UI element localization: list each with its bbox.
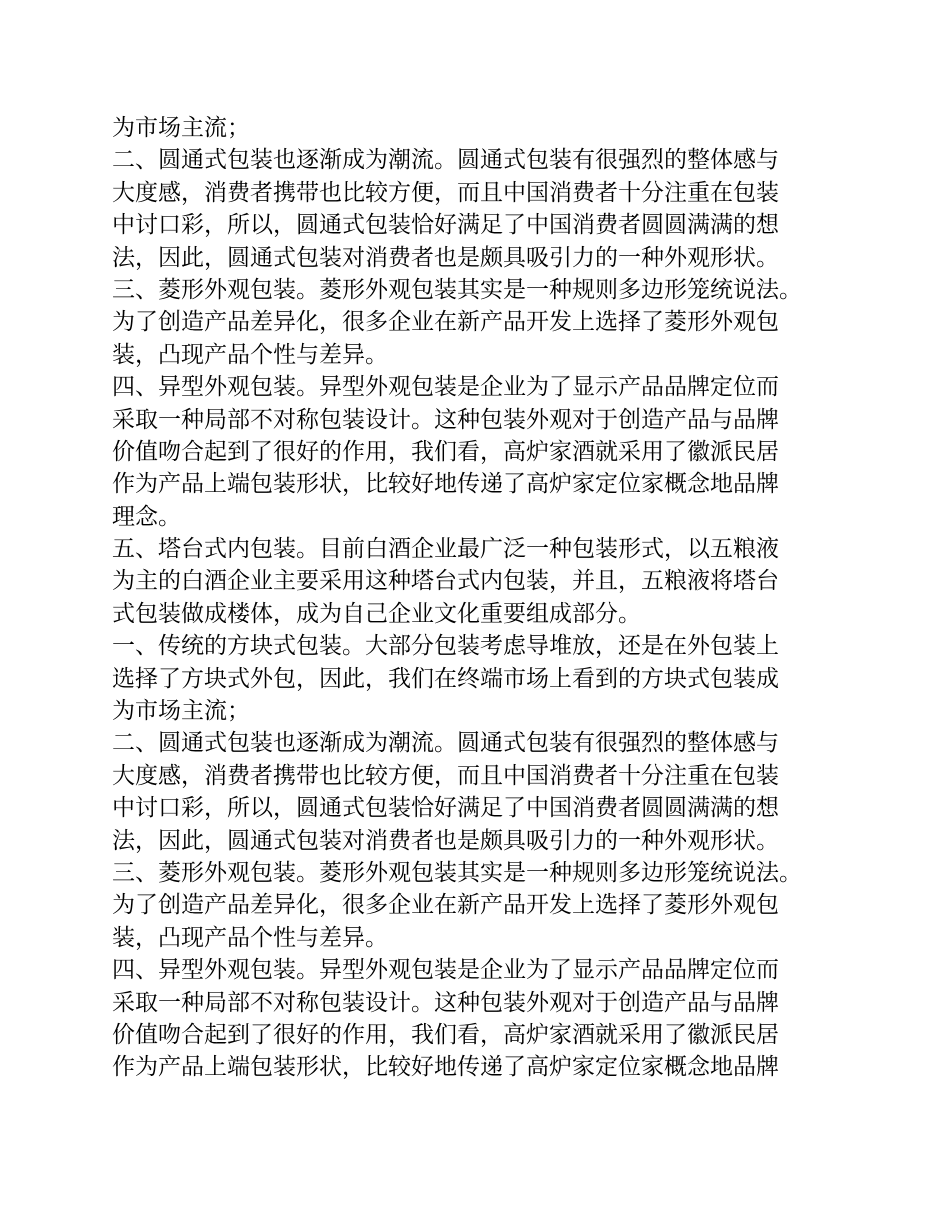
text-line: 大度感，消费者携带也比较方便，而且中国消费者十分注重在包装: [112, 179, 779, 206]
text-line: 为了创造产品差异化，很多企业在新产品开发上选择了菱形外观包: [112, 892, 779, 919]
text-line: 价值吻合起到了很好的作用，我们看，高炉家酒就采用了徽派民居: [112, 438, 779, 465]
text-line: 选择了方块式外包，因此，我们在终端市场上看到的方块式包装成: [112, 665, 779, 692]
text-line: 价值吻合起到了很好的作用，我们看，高炉家酒就采用了徽派民居: [112, 1021, 779, 1048]
text-line: 作为产品上端包装形状，比较好地传递了高炉家定位家概念地品牌: [112, 471, 779, 498]
text-line: 中讨口彩，所以，圆通式包装恰好满足了中国消费者圆圆满满的想: [112, 212, 779, 239]
text-line: 理念。: [112, 503, 181, 530]
text-line: 三、菱形外观包装。菱形外观包装其实是一种规则多边形笼统说法。: [112, 276, 802, 303]
text-line: 四、异型外观包装。异型外观包装是企业为了显示产品品牌定位而: [112, 374, 779, 401]
text-line: 中讨口彩，所以，圆通式包装恰好满足了中国消费者圆圆满满的想: [112, 795, 779, 822]
text-line: 作为产品上端包装形状，比较好地传递了高炉家定位家概念地品牌: [112, 1054, 779, 1081]
text-line: 三、菱形外观包装。菱形外观包装其实是一种规则多边形笼统说法。: [112, 859, 802, 886]
text-line: 式包装做成楼体，成为自己企业文化重要组成部分。: [112, 600, 641, 627]
text-line: 四、异型外观包装。异型外观包装是企业为了显示产品品牌定位而: [112, 957, 779, 984]
text-line: 一、传统的方块式包装。大部分包装考虑导堆放，还是在外包装上: [112, 633, 779, 660]
text-line: 为了创造产品差异化，很多企业在新产品开发上选择了菱形外观包: [112, 309, 779, 336]
body-text: [112, 112, 852, 1084]
text-line: 五、塔台式内包装。目前白酒企业最广泛一种包装形式，以五粮液: [112, 536, 779, 563]
text-line: 二、圆通式包装也逐渐成为潮流。圆通式包装有很强烈的整体感与: [112, 730, 779, 757]
text-line: 采取一种局部不对称包装设计。这种包装外观对于创造产品与品牌: [112, 406, 779, 433]
text-line: 二、圆通式包装也逐渐成为潮流。圆通式包装有很强烈的整体感与: [112, 147, 779, 174]
text-line: 为市场主流；: [112, 698, 250, 725]
text-line: 法，因此，圆通式包装对消费者也是颇具吸引力的一种外观形状。: [112, 827, 779, 854]
text-line: 装，凸现产品个性与差异。: [112, 924, 388, 951]
text-line: 采取一种局部不对称包装设计。这种包装外观对于创造产品与品牌: [112, 989, 779, 1016]
text-line: 为市场主流；: [112, 115, 250, 141]
text-line: 装，凸现产品个性与差异。: [112, 341, 388, 368]
text-line: 为主的白酒企业主要采用这种塔台式内包装，并且，五粮液将塔台: [112, 568, 779, 595]
text-line: 法，因此，圆通式包装对消费者也是颇具吸引力的一种外观形状。: [112, 244, 779, 271]
text-line: 大度感，消费者携带也比较方便，而且中国消费者十分注重在包装: [112, 762, 779, 789]
